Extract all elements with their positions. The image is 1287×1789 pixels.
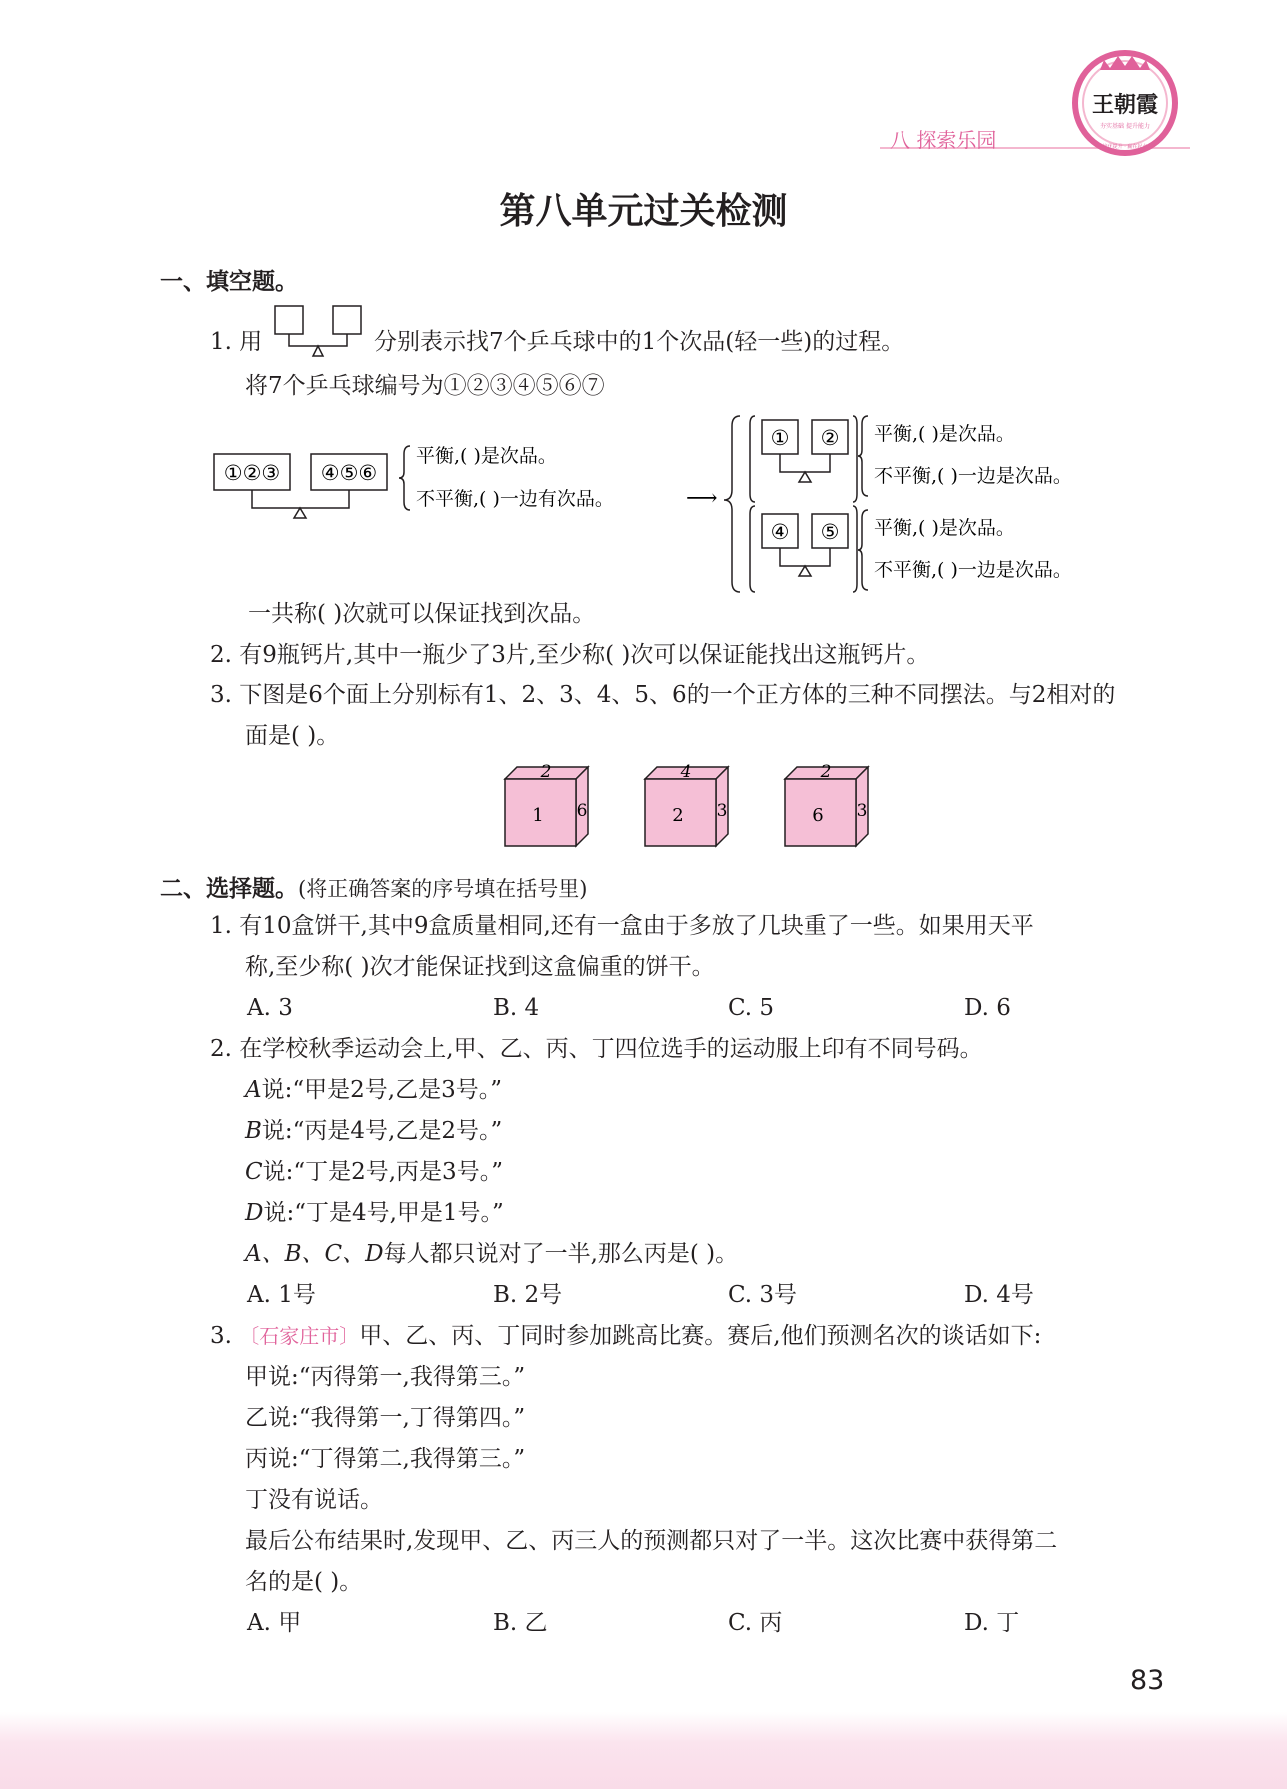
s2-q2-statement-c: C说:“丁是2号,丙是3号。”	[245, 1159, 503, 1185]
region-tag: 〔石家庄市〕	[239, 1324, 360, 1348]
bottom-unbalanced: 不平衡,( )一边是次品。	[874, 559, 1072, 581]
q1-text: 分别表示找7个乒乓球中的1个次品(轻一些)的过程。	[374, 329, 905, 355]
s2-q3-option-b: B. 乙	[493, 1610, 548, 1636]
bottom-left-ball: ④	[770, 520, 790, 544]
top-unbalanced: 不平衡,( )一边是次品。	[874, 465, 1072, 487]
s2-q1-option-b: B. 4	[493, 995, 540, 1021]
s2-q2-line1: 2. 在学校秋季运动会上,甲、乙、丙、丁四位选手的运动服上印有不同号码。	[210, 1036, 983, 1062]
s2-q3-line1: 3. 〔石家庄市〕甲、乙、丙、丁同时参加跳高比赛。赛后,他们预测名次的谈话如下:	[210, 1323, 1042, 1349]
footer-band	[0, 1712, 1287, 1789]
top-right-ball: ②	[820, 426, 840, 450]
brand-logo	[1070, 48, 1180, 158]
section2-heading-row	[160, 870, 587, 904]
cube-2	[645, 762, 728, 846]
cube-3-side: 3	[856, 801, 868, 821]
s2-q3-line6: 最后公布结果时,发现甲、乙、丙三人的预测都只对了一半。这次比赛中获得第二	[245, 1528, 1058, 1554]
s1-q3-line2: 面是( )。	[245, 723, 340, 749]
s2-q3-option-c: C. 丙	[728, 1610, 783, 1636]
brand-slogan-2: 培优提升 · 赢在起点	[1102, 144, 1148, 150]
s2-q3-option-a: A. 甲	[247, 1610, 302, 1636]
top-balanced: 平衡,( )是次品。	[874, 423, 1015, 445]
s2-q1-option-c: C. 5	[728, 995, 775, 1021]
pan-123: ①②③	[223, 461, 281, 485]
cube-3-top: 2	[820, 762, 832, 782]
cube-2-top: 4	[680, 762, 692, 782]
s2-q3-line7: 名的是( )。	[245, 1569, 363, 1595]
brand-name: 王朝霞	[1091, 92, 1159, 118]
s2-q3-option-d: D. 丁	[964, 1610, 1020, 1636]
top-left-ball: ①	[770, 426, 790, 450]
q1-numbering: 将7个乒乓球编号为①②③④⑤⑥⑦	[245, 373, 605, 399]
s2-q3-statement-3: 丙说:“丁得第二,我得第三。”	[245, 1446, 526, 1472]
s2-q1-option-d: D. 6	[964, 995, 1011, 1021]
cube-2-front: 2	[672, 805, 684, 826]
bottom-right-ball: ⑤	[820, 520, 840, 544]
balance-icon	[270, 304, 370, 364]
arrow: ⟶	[686, 486, 718, 511]
s2-q2-statement-d: D说:“丁是4号,甲是1号。”	[245, 1200, 504, 1226]
q1-prefix: 1. 用	[210, 329, 263, 355]
s2-q3-statement-1: 甲说:“丙得第一,我得第三。”	[245, 1364, 526, 1390]
s1-q2: 2. 有9瓶钙片,其中一瓶少了3片,至少称( )次可以保证能找出这瓶钙片。	[210, 642, 930, 668]
bottom-balanced: 平衡,( )是次品。	[874, 517, 1015, 539]
cube-1-front: 1	[532, 805, 544, 826]
s2-q2-option-a: A. 1号	[247, 1282, 316, 1308]
cube-1-top: 2	[540, 762, 552, 782]
brand-slogan: 夯实基础 提升能力	[1100, 123, 1150, 130]
cube-2-side: 3	[716, 801, 728, 821]
s1-q3-line1: 3. 下图是6个面上分别标有1、2、3、4、5、6的一个正方体的三种不同摆法。与2相对的	[210, 682, 1116, 708]
cube-figures	[500, 762, 880, 856]
cube-3	[785, 762, 868, 846]
s2-q2-statement-b: B说:“丙是4号,乙是2号。”	[245, 1118, 503, 1144]
section-label: 八 探索乐园	[890, 128, 997, 152]
section1-heading: 一、填空题。	[160, 269, 298, 295]
s2-q1-option-a: A. 3	[247, 995, 293, 1021]
s2-q1-line1: 1. 有10盒饼干,其中9盒质量相同,还有一盒由于多放了几块重了一些。如果用天平	[210, 913, 1034, 939]
q1-conclusion: 一共称( )次就可以保证找到次品。	[248, 601, 596, 627]
section2-heading: 二、选择题。	[160, 876, 298, 902]
pan-456: ④⑤⑥	[320, 461, 378, 485]
s2-q2-statement-a: A说:“甲是2号,乙是3号。”	[245, 1077, 502, 1103]
cube-1-side: 6	[576, 801, 588, 821]
s2-q3-statement-4: 丁没有说话。	[245, 1487, 383, 1513]
first-balanced: 平衡,( )是次品。	[416, 445, 557, 467]
cube-3-front: 6	[812, 805, 824, 826]
s2-q2-final: A、B、C、D每人都只说对了一半,那么丙是( )。	[245, 1241, 739, 1267]
s2-q2-option-b: B. 2号	[493, 1282, 563, 1308]
section2-note: (将正确答案的序号填在括号里)	[298, 877, 588, 901]
page-number: 83	[1130, 1665, 1165, 1696]
page-title: 第八单元过关检测	[499, 191, 788, 232]
s2-q2-option-c: C. 3号	[728, 1282, 798, 1308]
s2-q3-statement-2: 乙说:“我得第一,丁得第四。”	[245, 1405, 526, 1431]
s2-q1-line2: 称,至少称( )次才能保证找到这盒偏重的饼干。	[245, 954, 715, 980]
weighing-diagram	[200, 410, 1170, 599]
s2-q2-option-d: D. 4号	[964, 1282, 1034, 1308]
cube-1	[505, 762, 588, 846]
first-unbalanced: 不平衡,( )一边有次品。	[416, 488, 614, 510]
